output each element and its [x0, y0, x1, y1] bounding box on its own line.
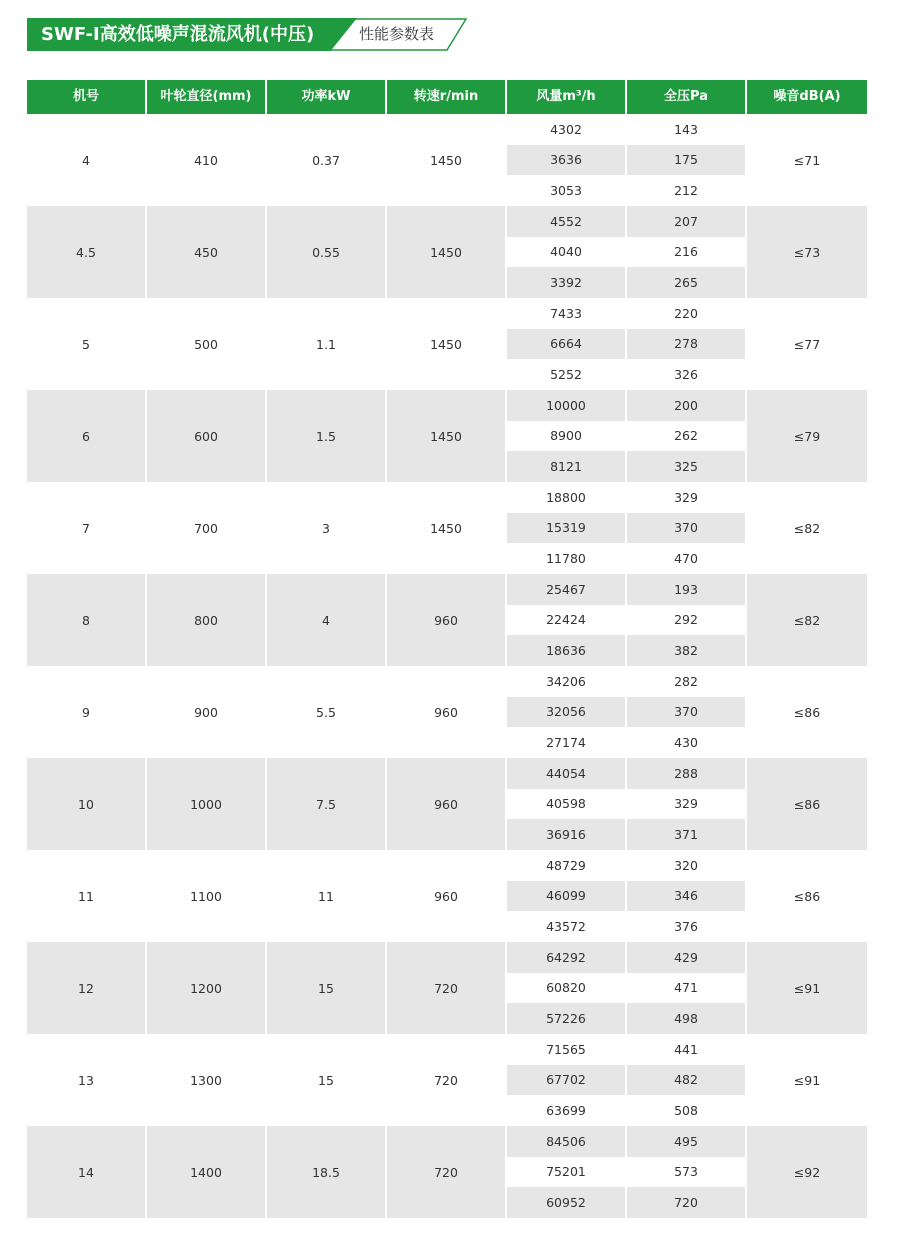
cell-speed: 720: [387, 942, 505, 1034]
cell-power: 4: [267, 574, 385, 666]
cell-pressure: 429: [627, 942, 745, 973]
cell-power: 11: [318, 888, 334, 904]
cell-no: 14: [27, 1126, 145, 1218]
table-row: [507, 114, 745, 145]
cell-power: 7.5: [267, 758, 385, 850]
table-row: [507, 850, 745, 881]
cell-noise: ≤73: [747, 206, 867, 298]
flow-pressure-rows: [507, 298, 745, 390]
flow-pressure-rows: [507, 850, 745, 942]
cell-pressure: 282: [674, 673, 698, 689]
table-row-group: [27, 574, 867, 666]
table-row-group: [27, 850, 867, 942]
cell-flow: 25467: [507, 574, 625, 605]
cell-flow: 75201: [546, 1164, 586, 1180]
cell-pressure: 376: [674, 919, 698, 935]
cell-pressure: 175: [627, 145, 745, 176]
cell-flow: 36916: [507, 819, 625, 850]
cell-flow: 32056: [507, 697, 625, 728]
cell-pressure: 325: [627, 451, 745, 482]
table-row: [507, 911, 745, 942]
cell-pressure: 292: [674, 612, 698, 628]
table-row: [507, 605, 745, 636]
table-row: [507, 237, 745, 268]
cell-noise: ≤86: [793, 704, 821, 720]
cell-no: 7: [82, 520, 90, 536]
cell-no: 12: [27, 942, 145, 1034]
flow-pressure-rows: [507, 1034, 745, 1126]
column-header: 全压Pa: [627, 80, 745, 114]
cell-power: 1.5: [267, 390, 385, 482]
cell-pressure: 346: [627, 881, 745, 912]
table-row: [507, 635, 745, 666]
table-row: [507, 390, 745, 421]
cell-speed: 960: [434, 888, 458, 904]
page-subtitle: 性能参数表: [359, 25, 435, 43]
cell-flow: 4302: [550, 121, 582, 137]
flow-pressure-rows: [507, 666, 745, 758]
cell-no: 4: [82, 152, 90, 168]
cell-flow: 15319: [507, 513, 625, 544]
cell-power: 3: [322, 520, 330, 536]
page-title: SWF-I高效低噪声混流风机(中压): [41, 24, 315, 45]
cell-power: 0.37: [312, 152, 340, 168]
table-row: [507, 666, 745, 697]
cell-noise: ≤91: [747, 942, 867, 1034]
cell-pressure: 216: [674, 244, 698, 260]
cell-flow: 60820: [546, 980, 586, 996]
table-row: [507, 942, 745, 973]
cell-flow: 40598: [546, 796, 586, 812]
cell-diameter: 600: [147, 390, 265, 482]
table-row: [507, 1187, 745, 1218]
cell-pressure: 200: [627, 390, 745, 421]
table-row-group: [27, 758, 867, 850]
cell-flow: 84506: [507, 1126, 625, 1157]
cell-noise: ≤77: [793, 336, 821, 352]
table-row: [507, 175, 745, 206]
table-row: [507, 1126, 745, 1157]
cell-pressure: 371: [627, 819, 745, 850]
cell-pressure: 471: [674, 980, 698, 996]
cell-pressure: 288: [627, 758, 745, 789]
cell-speed: 960: [387, 758, 505, 850]
cell-speed: 1450: [430, 336, 462, 352]
table-row: [507, 1095, 745, 1126]
cell-power: 1.1: [316, 336, 336, 352]
cell-diameter: 500: [194, 336, 218, 352]
column-header: 风量m³/h: [507, 80, 625, 114]
cell-pressure: 265: [627, 267, 745, 298]
table-row: [507, 1003, 745, 1034]
table-row-group: [27, 482, 867, 574]
cell-no: 13: [78, 1072, 94, 1088]
cell-power: 15: [318, 1072, 334, 1088]
cell-pressure: 430: [674, 735, 698, 751]
cell-pressure: 329: [674, 796, 698, 812]
cell-power: 15: [267, 942, 385, 1034]
cell-flow: 11780: [546, 551, 586, 567]
cell-flow: 60952: [507, 1187, 625, 1218]
flow-pressure-rows: [507, 390, 745, 482]
table-row: [507, 421, 745, 452]
cell-no: 9: [82, 704, 90, 720]
cell-pressure: 212: [674, 183, 698, 199]
performance-table: [27, 80, 867, 1218]
cell-noise: ≤92: [747, 1126, 867, 1218]
cell-speed: 720: [387, 1126, 505, 1218]
cell-pressure: 370: [627, 697, 745, 728]
cell-pressure: 482: [627, 1065, 745, 1096]
cell-pressure: 508: [674, 1103, 698, 1119]
table-row-group: [27, 666, 867, 758]
cell-power: 5.5: [316, 704, 336, 720]
table-row: [507, 881, 745, 912]
cell-flow: 10000: [507, 390, 625, 421]
cell-flow: 48729: [546, 857, 586, 873]
cell-pressure: 326: [674, 367, 698, 383]
cell-pressure: 382: [627, 635, 745, 666]
cell-noise: ≤82: [747, 574, 867, 666]
table-row-group: [27, 1034, 867, 1126]
cell-speed: 960: [387, 574, 505, 666]
cell-pressure: 193: [627, 574, 745, 605]
cell-diameter: 900: [194, 704, 218, 720]
table-row: [507, 697, 745, 728]
cell-flow: 46099: [507, 881, 625, 912]
cell-diameter: 1000: [147, 758, 265, 850]
column-header: 噪音dB(A): [747, 80, 867, 114]
cell-flow: 18636: [507, 635, 625, 666]
cell-no: 5: [82, 336, 90, 352]
table-row-group: [27, 298, 867, 390]
table-row: [507, 513, 745, 544]
cell-speed: 1450: [430, 152, 462, 168]
cell-flow: 57226: [507, 1003, 625, 1034]
cell-pressure: 470: [674, 551, 698, 567]
cell-speed: 1450: [430, 520, 462, 536]
cell-flow: 4040: [550, 244, 582, 260]
table-row-group: [27, 390, 867, 482]
cell-flow: 6664: [507, 329, 625, 360]
cell-diameter: 1200: [147, 942, 265, 1034]
table-row: [507, 574, 745, 605]
cell-flow: 8121: [507, 451, 625, 482]
cell-flow: 27174: [546, 735, 586, 751]
table-body: [27, 114, 867, 1218]
table-row: [507, 727, 745, 758]
flow-pressure-rows: [507, 758, 745, 850]
cell-pressure: 207: [627, 206, 745, 237]
table-row: [507, 1065, 745, 1096]
cell-speed: 1450: [387, 206, 505, 298]
cell-diameter: 1300: [190, 1072, 222, 1088]
cell-flow: 71565: [546, 1041, 586, 1057]
cell-pressure: 220: [674, 305, 698, 321]
cell-flow: 64292: [507, 942, 625, 973]
flow-pressure-rows: [507, 942, 745, 1034]
cell-diameter: 450: [147, 206, 265, 298]
table-row: [507, 758, 745, 789]
table-row: [507, 482, 745, 513]
table-row: [507, 298, 745, 329]
cell-pressure: 441: [674, 1041, 698, 1057]
cell-speed: 720: [434, 1072, 458, 1088]
cell-power: 18.5: [267, 1126, 385, 1218]
title-bar: [27, 18, 467, 51]
cell-pressure: 720: [627, 1187, 745, 1218]
table-header: [27, 80, 867, 114]
cell-pressure: 262: [674, 428, 698, 444]
table-row: [507, 973, 745, 1004]
cell-noise: ≤79: [747, 390, 867, 482]
cell-noise: ≤91: [793, 1072, 821, 1088]
cell-flow: 63699: [546, 1103, 586, 1119]
table-row: [507, 329, 745, 360]
cell-flow: 18800: [546, 489, 586, 505]
column-header: 机号: [27, 80, 145, 114]
cell-flow: 44054: [507, 758, 625, 789]
column-header: 功率kW: [267, 80, 385, 114]
table-row: [507, 206, 745, 237]
flow-pressure-rows: [507, 482, 745, 574]
cell-noise: ≤86: [793, 888, 821, 904]
cell-flow: 3636: [507, 145, 625, 176]
flow-pressure-rows: [507, 574, 745, 666]
table-row: [507, 359, 745, 390]
cell-diameter: 800: [147, 574, 265, 666]
cell-pressure: 143: [674, 121, 698, 137]
cell-flow: 5252: [550, 367, 582, 383]
cell-pressure: 320: [674, 857, 698, 873]
table-row: [507, 819, 745, 850]
cell-diameter: 410: [194, 152, 218, 168]
cell-pressure: 370: [627, 513, 745, 544]
cell-noise: ≤71: [793, 152, 821, 168]
table-row: [507, 543, 745, 574]
cell-no: 11: [78, 888, 94, 904]
table-row: [507, 1157, 745, 1188]
cell-diameter: 700: [194, 520, 218, 536]
table-row-group: [27, 114, 867, 206]
cell-flow: 34206: [546, 673, 586, 689]
cell-speed: 1450: [387, 390, 505, 482]
column-header: 叶轮直径(mm): [147, 80, 265, 114]
table-row-group: [27, 942, 867, 1034]
cell-flow: 3392: [507, 267, 625, 298]
cell-no: 10: [27, 758, 145, 850]
cell-speed: 960: [434, 704, 458, 720]
table-row-group: [27, 1126, 867, 1218]
cell-pressure: 498: [627, 1003, 745, 1034]
cell-pressure: 573: [674, 1164, 698, 1180]
cell-no: 8: [27, 574, 145, 666]
cell-diameter: 1400: [147, 1126, 265, 1218]
table-row-group: [27, 206, 867, 298]
cell-flow: 43572: [546, 919, 586, 935]
cell-flow: 22424: [546, 612, 586, 628]
table-row: [507, 1034, 745, 1065]
flow-pressure-rows: [507, 1126, 745, 1218]
table-row: [507, 145, 745, 176]
cell-pressure: 278: [627, 329, 745, 360]
cell-flow: 4552: [507, 206, 625, 237]
cell-no: 6: [27, 390, 145, 482]
cell-noise: ≤82: [793, 520, 821, 536]
table-row: [507, 789, 745, 820]
column-header: 转速r/min: [387, 80, 505, 114]
cell-noise: ≤86: [747, 758, 867, 850]
cell-pressure: 495: [627, 1126, 745, 1157]
cell-flow: 3053: [550, 183, 582, 199]
cell-pressure: 329: [674, 489, 698, 505]
cell-power: 0.55: [267, 206, 385, 298]
flow-pressure-rows: [507, 114, 745, 206]
table-row: [507, 267, 745, 298]
flow-pressure-rows: [507, 206, 745, 298]
cell-diameter: 1100: [190, 888, 222, 904]
cell-flow: 8900: [550, 428, 582, 444]
cell-flow: 7433: [550, 305, 582, 321]
table-row: [507, 451, 745, 482]
cell-flow: 67702: [507, 1065, 625, 1096]
cell-no: 4.5: [27, 206, 145, 298]
